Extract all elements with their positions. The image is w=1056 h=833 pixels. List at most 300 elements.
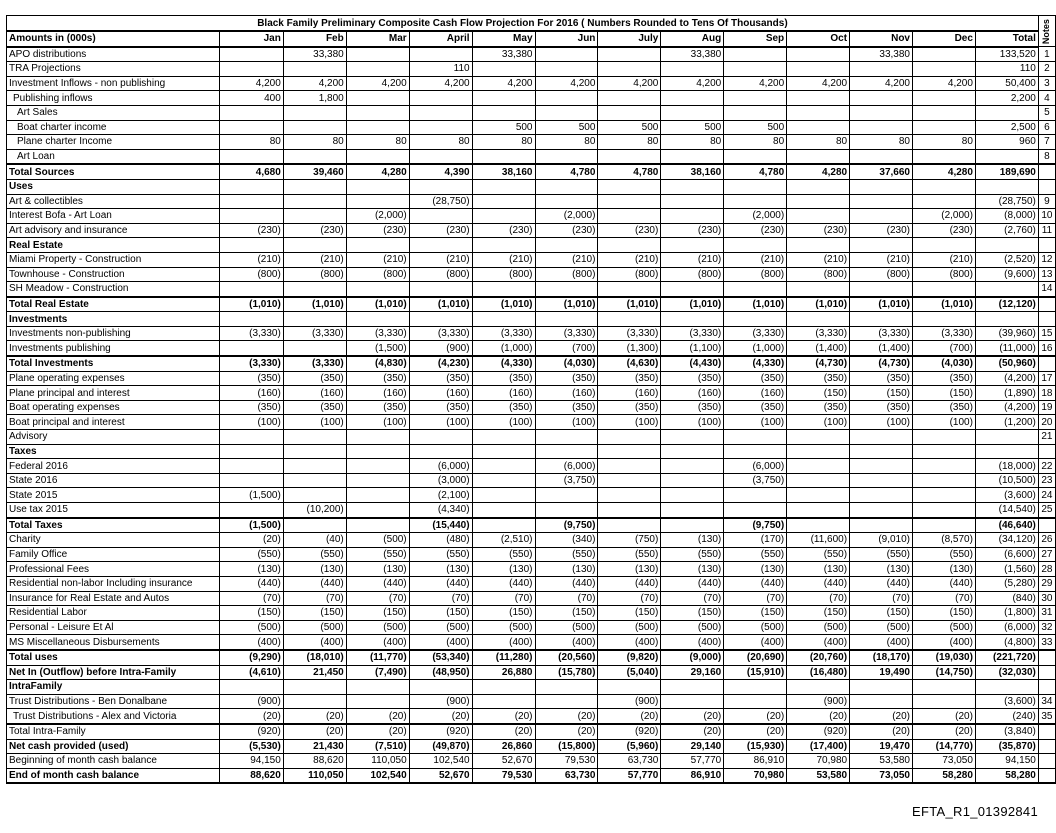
cell-value: 57,770 bbox=[661, 754, 724, 769]
cell-value: (400) bbox=[219, 635, 283, 650]
cell-value bbox=[409, 282, 472, 297]
cell-value: (70) bbox=[283, 591, 346, 606]
cell-value: 110,050 bbox=[283, 768, 346, 783]
cell-value: (210) bbox=[409, 252, 472, 267]
cell-value: (1,010) bbox=[472, 297, 535, 312]
cell-value: (350) bbox=[346, 371, 409, 386]
cell-value: (440) bbox=[913, 576, 976, 591]
cell-value bbox=[661, 694, 724, 709]
cell-value: 4,390 bbox=[409, 164, 472, 179]
cell-value: (70) bbox=[913, 591, 976, 606]
note-number: 16 bbox=[1038, 341, 1055, 356]
note-number: 15 bbox=[1038, 326, 1055, 341]
note-number: 35 bbox=[1038, 709, 1055, 724]
row-label: Family Office bbox=[7, 547, 220, 562]
cell-value: (20) bbox=[409, 709, 472, 724]
row-label: SH Meadow - Construction bbox=[7, 282, 220, 297]
cell-value: (9,290) bbox=[219, 650, 283, 665]
table-row bbox=[7, 149, 1056, 164]
cell-value bbox=[850, 179, 913, 194]
cell-value: (11,280) bbox=[472, 650, 535, 665]
cell-value: 79,530 bbox=[535, 754, 598, 769]
note-number: 4 bbox=[1038, 91, 1055, 106]
row-total: 133,520 bbox=[975, 47, 1038, 62]
cell-value bbox=[661, 209, 724, 224]
cell-value: (350) bbox=[661, 371, 724, 386]
cell-value: (70) bbox=[787, 591, 850, 606]
table-row bbox=[7, 680, 1056, 695]
cell-value bbox=[283, 341, 346, 356]
cell-value bbox=[913, 149, 976, 164]
row-total: (221,720) bbox=[975, 650, 1038, 665]
cell-value: (160) bbox=[219, 386, 283, 401]
cell-value: (210) bbox=[724, 252, 787, 267]
cell-value: 500 bbox=[472, 120, 535, 135]
cell-value: (230) bbox=[724, 223, 787, 238]
cell-value: (210) bbox=[787, 252, 850, 267]
table-row bbox=[7, 312, 1056, 327]
cell-value: (700) bbox=[535, 341, 598, 356]
cell-value bbox=[724, 179, 787, 194]
note-number: 26 bbox=[1038, 533, 1055, 548]
cell-value: (1,010) bbox=[661, 297, 724, 312]
cell-value: (500) bbox=[346, 620, 409, 635]
row-total: (11,000) bbox=[975, 341, 1038, 356]
cell-value: (20) bbox=[219, 709, 283, 724]
cell-value: (7,490) bbox=[346, 665, 409, 680]
cell-value bbox=[787, 282, 850, 297]
note-number: 30 bbox=[1038, 591, 1055, 606]
cell-value: (14,750) bbox=[913, 665, 976, 680]
cell-value: (500) bbox=[346, 533, 409, 548]
cell-value: (150) bbox=[535, 606, 598, 621]
table-row bbox=[7, 326, 1056, 341]
cell-value bbox=[409, 91, 472, 106]
cell-value: (14,770) bbox=[913, 739, 976, 754]
row-label: State 2016 bbox=[7, 473, 220, 488]
cell-value: (1,500) bbox=[346, 341, 409, 356]
cell-value bbox=[661, 430, 724, 445]
row-total: (14,540) bbox=[975, 503, 1038, 518]
cell-value: 19,470 bbox=[850, 739, 913, 754]
cell-value bbox=[346, 120, 409, 135]
cell-value: 4,200 bbox=[472, 76, 535, 91]
cell-value: (4,030) bbox=[913, 356, 976, 371]
cell-value: (350) bbox=[598, 400, 661, 415]
row-total: (6,000) bbox=[975, 620, 1038, 635]
cell-value: (160) bbox=[598, 386, 661, 401]
row-total: (32,030) bbox=[975, 665, 1038, 680]
cell-value bbox=[346, 680, 409, 695]
cell-value: (230) bbox=[913, 223, 976, 238]
cell-value: (70) bbox=[535, 591, 598, 606]
cell-value: (16,480) bbox=[787, 665, 850, 680]
header-month: Aug bbox=[661, 31, 724, 47]
cell-value: (20) bbox=[283, 724, 346, 739]
note-number bbox=[1038, 238, 1055, 253]
header-month: May bbox=[472, 31, 535, 47]
cell-value bbox=[787, 179, 850, 194]
cell-value: (440) bbox=[346, 576, 409, 591]
cell-value bbox=[850, 459, 913, 474]
cell-value bbox=[346, 518, 409, 533]
row-label: Residential non-labor Including insurance bbox=[7, 576, 220, 591]
cell-value bbox=[219, 341, 283, 356]
cell-value bbox=[346, 238, 409, 253]
row-total: 94,150 bbox=[975, 754, 1038, 769]
cell-value: (440) bbox=[724, 576, 787, 591]
note-number bbox=[1038, 768, 1055, 783]
cell-value: (4,610) bbox=[219, 665, 283, 680]
cell-value: (150) bbox=[283, 606, 346, 621]
cell-value: 86,910 bbox=[661, 768, 724, 783]
row-label: Investments bbox=[7, 312, 220, 327]
cell-value: (350) bbox=[850, 371, 913, 386]
cell-value: (9,820) bbox=[598, 650, 661, 665]
cell-value bbox=[472, 238, 535, 253]
table-row bbox=[7, 635, 1056, 650]
cell-value bbox=[661, 149, 724, 164]
cell-value: (160) bbox=[409, 386, 472, 401]
cell-value: (350) bbox=[472, 371, 535, 386]
cell-value bbox=[787, 238, 850, 253]
row-label: Investments publishing bbox=[7, 341, 220, 356]
row-label: Total Sources bbox=[7, 164, 220, 179]
cell-value bbox=[219, 149, 283, 164]
cell-value: (160) bbox=[472, 386, 535, 401]
cell-value: (900) bbox=[598, 694, 661, 709]
cell-value: (350) bbox=[787, 371, 850, 386]
cell-value: (4,630) bbox=[598, 356, 661, 371]
table-row bbox=[7, 194, 1056, 209]
cell-value: 80 bbox=[283, 135, 346, 150]
cell-value bbox=[850, 120, 913, 135]
cell-value: 80 bbox=[472, 135, 535, 150]
cell-value: 102,540 bbox=[409, 754, 472, 769]
cell-value bbox=[535, 47, 598, 62]
row-total: (50,960) bbox=[975, 356, 1038, 371]
row-label: Uses bbox=[7, 179, 220, 194]
row-label: Art advisory and insurance bbox=[7, 223, 220, 238]
note-number: 1 bbox=[1038, 47, 1055, 62]
cell-value: (1,010) bbox=[409, 297, 472, 312]
cell-value: (20) bbox=[850, 709, 913, 724]
cell-value: (920) bbox=[598, 724, 661, 739]
row-total: (4,800) bbox=[975, 635, 1038, 650]
table-row bbox=[7, 297, 1056, 312]
cell-value: 29,160 bbox=[661, 665, 724, 680]
row-label: Total Investments bbox=[7, 356, 220, 371]
cell-value bbox=[850, 488, 913, 503]
cell-value: (350) bbox=[219, 371, 283, 386]
cell-value bbox=[787, 430, 850, 445]
cell-value: (3,330) bbox=[219, 356, 283, 371]
cell-value bbox=[787, 62, 850, 77]
cell-value bbox=[661, 105, 724, 120]
cell-value: (100) bbox=[535, 415, 598, 430]
cell-value: 500 bbox=[661, 120, 724, 135]
cell-value: (9,750) bbox=[724, 518, 787, 533]
row-total: (39,960) bbox=[975, 326, 1038, 341]
cell-value: 110,050 bbox=[346, 754, 409, 769]
cell-value bbox=[535, 282, 598, 297]
cell-value: 1,800 bbox=[283, 91, 346, 106]
note-number: 29 bbox=[1038, 576, 1055, 591]
cell-value bbox=[283, 473, 346, 488]
cell-value: (150) bbox=[598, 606, 661, 621]
note-number: 22 bbox=[1038, 459, 1055, 474]
note-number: 25 bbox=[1038, 503, 1055, 518]
cell-value bbox=[535, 488, 598, 503]
cell-value bbox=[219, 105, 283, 120]
note-number: 20 bbox=[1038, 415, 1055, 430]
cell-value bbox=[724, 488, 787, 503]
cell-value bbox=[283, 518, 346, 533]
cell-value: (6,000) bbox=[409, 459, 472, 474]
table-row bbox=[7, 459, 1056, 474]
cell-value bbox=[283, 282, 346, 297]
row-total: (840) bbox=[975, 591, 1038, 606]
row-total: 189,690 bbox=[975, 164, 1038, 179]
cell-value bbox=[346, 473, 409, 488]
cell-value: (18,010) bbox=[283, 650, 346, 665]
cell-value bbox=[409, 312, 472, 327]
header-month: Jan bbox=[219, 31, 283, 47]
cell-value: (210) bbox=[219, 252, 283, 267]
row-label: Taxes bbox=[7, 444, 220, 459]
cell-value: (15,800) bbox=[535, 739, 598, 754]
cell-value: (2,100) bbox=[409, 488, 472, 503]
cell-value bbox=[850, 105, 913, 120]
cell-value: (3,330) bbox=[283, 326, 346, 341]
cell-value: (500) bbox=[535, 620, 598, 635]
table-row bbox=[7, 371, 1056, 386]
note-number: 9 bbox=[1038, 194, 1055, 209]
row-label: IntraFamily bbox=[7, 680, 220, 695]
cell-value bbox=[787, 312, 850, 327]
table-row bbox=[7, 591, 1056, 606]
cell-value: (100) bbox=[346, 415, 409, 430]
row-total: (4,200) bbox=[975, 371, 1038, 386]
cell-value: 53,580 bbox=[787, 768, 850, 783]
row-label: Federal 2016 bbox=[7, 459, 220, 474]
row-total: (12,120) bbox=[975, 297, 1038, 312]
cell-value: (550) bbox=[409, 547, 472, 562]
cell-value: (550) bbox=[346, 547, 409, 562]
cell-value: (160) bbox=[661, 386, 724, 401]
table-row bbox=[7, 179, 1056, 194]
cell-value: 38,160 bbox=[472, 164, 535, 179]
cell-value: (350) bbox=[283, 371, 346, 386]
cell-value: (3,330) bbox=[535, 326, 598, 341]
cell-value bbox=[535, 312, 598, 327]
cell-value bbox=[724, 149, 787, 164]
cell-value bbox=[850, 430, 913, 445]
cell-value bbox=[598, 503, 661, 518]
cell-value: 80 bbox=[724, 135, 787, 150]
cell-value: (20) bbox=[850, 724, 913, 739]
cell-value bbox=[724, 680, 787, 695]
row-total bbox=[975, 430, 1038, 445]
cell-value: (1,400) bbox=[787, 341, 850, 356]
row-label: Townhouse - Construction bbox=[7, 267, 220, 282]
cell-value: (3,330) bbox=[913, 326, 976, 341]
header-row bbox=[7, 31, 1056, 47]
cell-value: (350) bbox=[661, 400, 724, 415]
cell-value bbox=[661, 91, 724, 106]
cell-value: (230) bbox=[346, 223, 409, 238]
cell-value: (440) bbox=[598, 576, 661, 591]
cell-value: (400) bbox=[913, 635, 976, 650]
note-number: 28 bbox=[1038, 562, 1055, 577]
cell-value bbox=[535, 179, 598, 194]
table-row bbox=[7, 91, 1056, 106]
cell-value bbox=[913, 459, 976, 474]
cell-value: (800) bbox=[283, 267, 346, 282]
cell-value bbox=[661, 488, 724, 503]
cell-value bbox=[913, 62, 976, 77]
cell-value: (440) bbox=[472, 576, 535, 591]
cell-value bbox=[535, 62, 598, 77]
cell-value: (480) bbox=[409, 533, 472, 548]
header-amounts-label: Amounts in (000s) bbox=[7, 31, 220, 47]
row-total: (34,120) bbox=[975, 533, 1038, 548]
note-number bbox=[1038, 665, 1055, 680]
table-row bbox=[7, 282, 1056, 297]
row-total: (4,200) bbox=[975, 400, 1038, 415]
cell-value: 80 bbox=[346, 135, 409, 150]
row-total: (3,600) bbox=[975, 694, 1038, 709]
cell-value bbox=[724, 47, 787, 62]
cell-value: (130) bbox=[661, 533, 724, 548]
cell-value bbox=[472, 430, 535, 445]
cell-value bbox=[598, 680, 661, 695]
cell-value bbox=[535, 238, 598, 253]
cell-value: (500) bbox=[787, 620, 850, 635]
notes-header: Notes bbox=[1038, 16, 1055, 47]
cell-value: (3,330) bbox=[787, 326, 850, 341]
cell-value: (1,010) bbox=[283, 297, 346, 312]
table-row bbox=[7, 620, 1056, 635]
cell-value bbox=[661, 503, 724, 518]
cell-value bbox=[850, 444, 913, 459]
cell-value: (150) bbox=[219, 606, 283, 621]
cell-value bbox=[724, 503, 787, 518]
table-row bbox=[7, 62, 1056, 77]
cell-value bbox=[409, 430, 472, 445]
table-row bbox=[7, 768, 1056, 783]
cell-value: 4,780 bbox=[535, 164, 598, 179]
cell-value: 4,200 bbox=[787, 76, 850, 91]
cell-value: (20) bbox=[283, 709, 346, 724]
cell-value: (170) bbox=[724, 533, 787, 548]
cell-value bbox=[219, 47, 283, 62]
cell-value: 80 bbox=[661, 135, 724, 150]
cell-value: (550) bbox=[913, 547, 976, 562]
cell-value: (350) bbox=[346, 400, 409, 415]
cell-value: (920) bbox=[787, 724, 850, 739]
cell-value: (900) bbox=[409, 694, 472, 709]
cell-value bbox=[472, 518, 535, 533]
cell-value bbox=[661, 312, 724, 327]
cell-value: 38,160 bbox=[661, 164, 724, 179]
cell-value: (3,330) bbox=[661, 326, 724, 341]
cell-value: (20) bbox=[346, 709, 409, 724]
row-total: 2,200 bbox=[975, 91, 1038, 106]
cell-value: (15,440) bbox=[409, 518, 472, 533]
cell-value: (800) bbox=[472, 267, 535, 282]
cell-value: 53,580 bbox=[850, 754, 913, 769]
cell-value: (800) bbox=[913, 267, 976, 282]
cell-value bbox=[219, 312, 283, 327]
cell-value: 4,680 bbox=[219, 164, 283, 179]
cell-value: (20) bbox=[472, 709, 535, 724]
cell-value: (350) bbox=[409, 371, 472, 386]
cell-value bbox=[409, 444, 472, 459]
cell-value: (440) bbox=[219, 576, 283, 591]
row-label: State 2015 bbox=[7, 488, 220, 503]
cell-value: (3,330) bbox=[283, 356, 346, 371]
cell-value bbox=[724, 282, 787, 297]
cell-value: 4,280 bbox=[913, 164, 976, 179]
cell-value: (5,040) bbox=[598, 665, 661, 680]
cell-value bbox=[283, 694, 346, 709]
row-total: (8,000) bbox=[975, 209, 1038, 224]
header-month: Feb bbox=[283, 31, 346, 47]
cell-value bbox=[850, 473, 913, 488]
cell-value bbox=[598, 444, 661, 459]
row-label: Publishing inflows bbox=[7, 91, 220, 106]
row-label: Use tax 2015 bbox=[7, 503, 220, 518]
cell-value: (48,950) bbox=[409, 665, 472, 680]
cell-value: (350) bbox=[850, 400, 913, 415]
cell-value: (4,030) bbox=[535, 356, 598, 371]
row-total: (1,800) bbox=[975, 606, 1038, 621]
cell-value: 86,910 bbox=[724, 754, 787, 769]
cell-value bbox=[219, 62, 283, 77]
cell-value bbox=[219, 120, 283, 135]
table-row bbox=[7, 386, 1056, 401]
cell-value bbox=[598, 91, 661, 106]
row-label: Art Sales bbox=[7, 105, 220, 120]
row-total: (1,200) bbox=[975, 415, 1038, 430]
cell-value: (210) bbox=[535, 252, 598, 267]
cell-value: (130) bbox=[661, 562, 724, 577]
cell-value: (1,010) bbox=[850, 297, 913, 312]
cell-value bbox=[661, 282, 724, 297]
cell-value: 4,200 bbox=[661, 76, 724, 91]
cell-value: (130) bbox=[598, 562, 661, 577]
cell-value: 63,730 bbox=[535, 768, 598, 783]
cell-value bbox=[661, 179, 724, 194]
cell-value: (800) bbox=[409, 267, 472, 282]
header-month: Jun bbox=[535, 31, 598, 47]
cell-value: (3,750) bbox=[724, 473, 787, 488]
note-number: 23 bbox=[1038, 473, 1055, 488]
cell-value: 73,050 bbox=[913, 754, 976, 769]
cell-value: (130) bbox=[472, 562, 535, 577]
cell-value: (53,340) bbox=[409, 650, 472, 665]
row-total: 50,400 bbox=[975, 76, 1038, 91]
header-month: Sep bbox=[724, 31, 787, 47]
cell-value: (4,330) bbox=[472, 356, 535, 371]
cell-value: (1,300) bbox=[598, 341, 661, 356]
cell-value: 102,540 bbox=[346, 768, 409, 783]
cell-value bbox=[724, 62, 787, 77]
cell-value: (160) bbox=[283, 386, 346, 401]
cell-value: (150) bbox=[850, 606, 913, 621]
cell-value: (210) bbox=[661, 252, 724, 267]
